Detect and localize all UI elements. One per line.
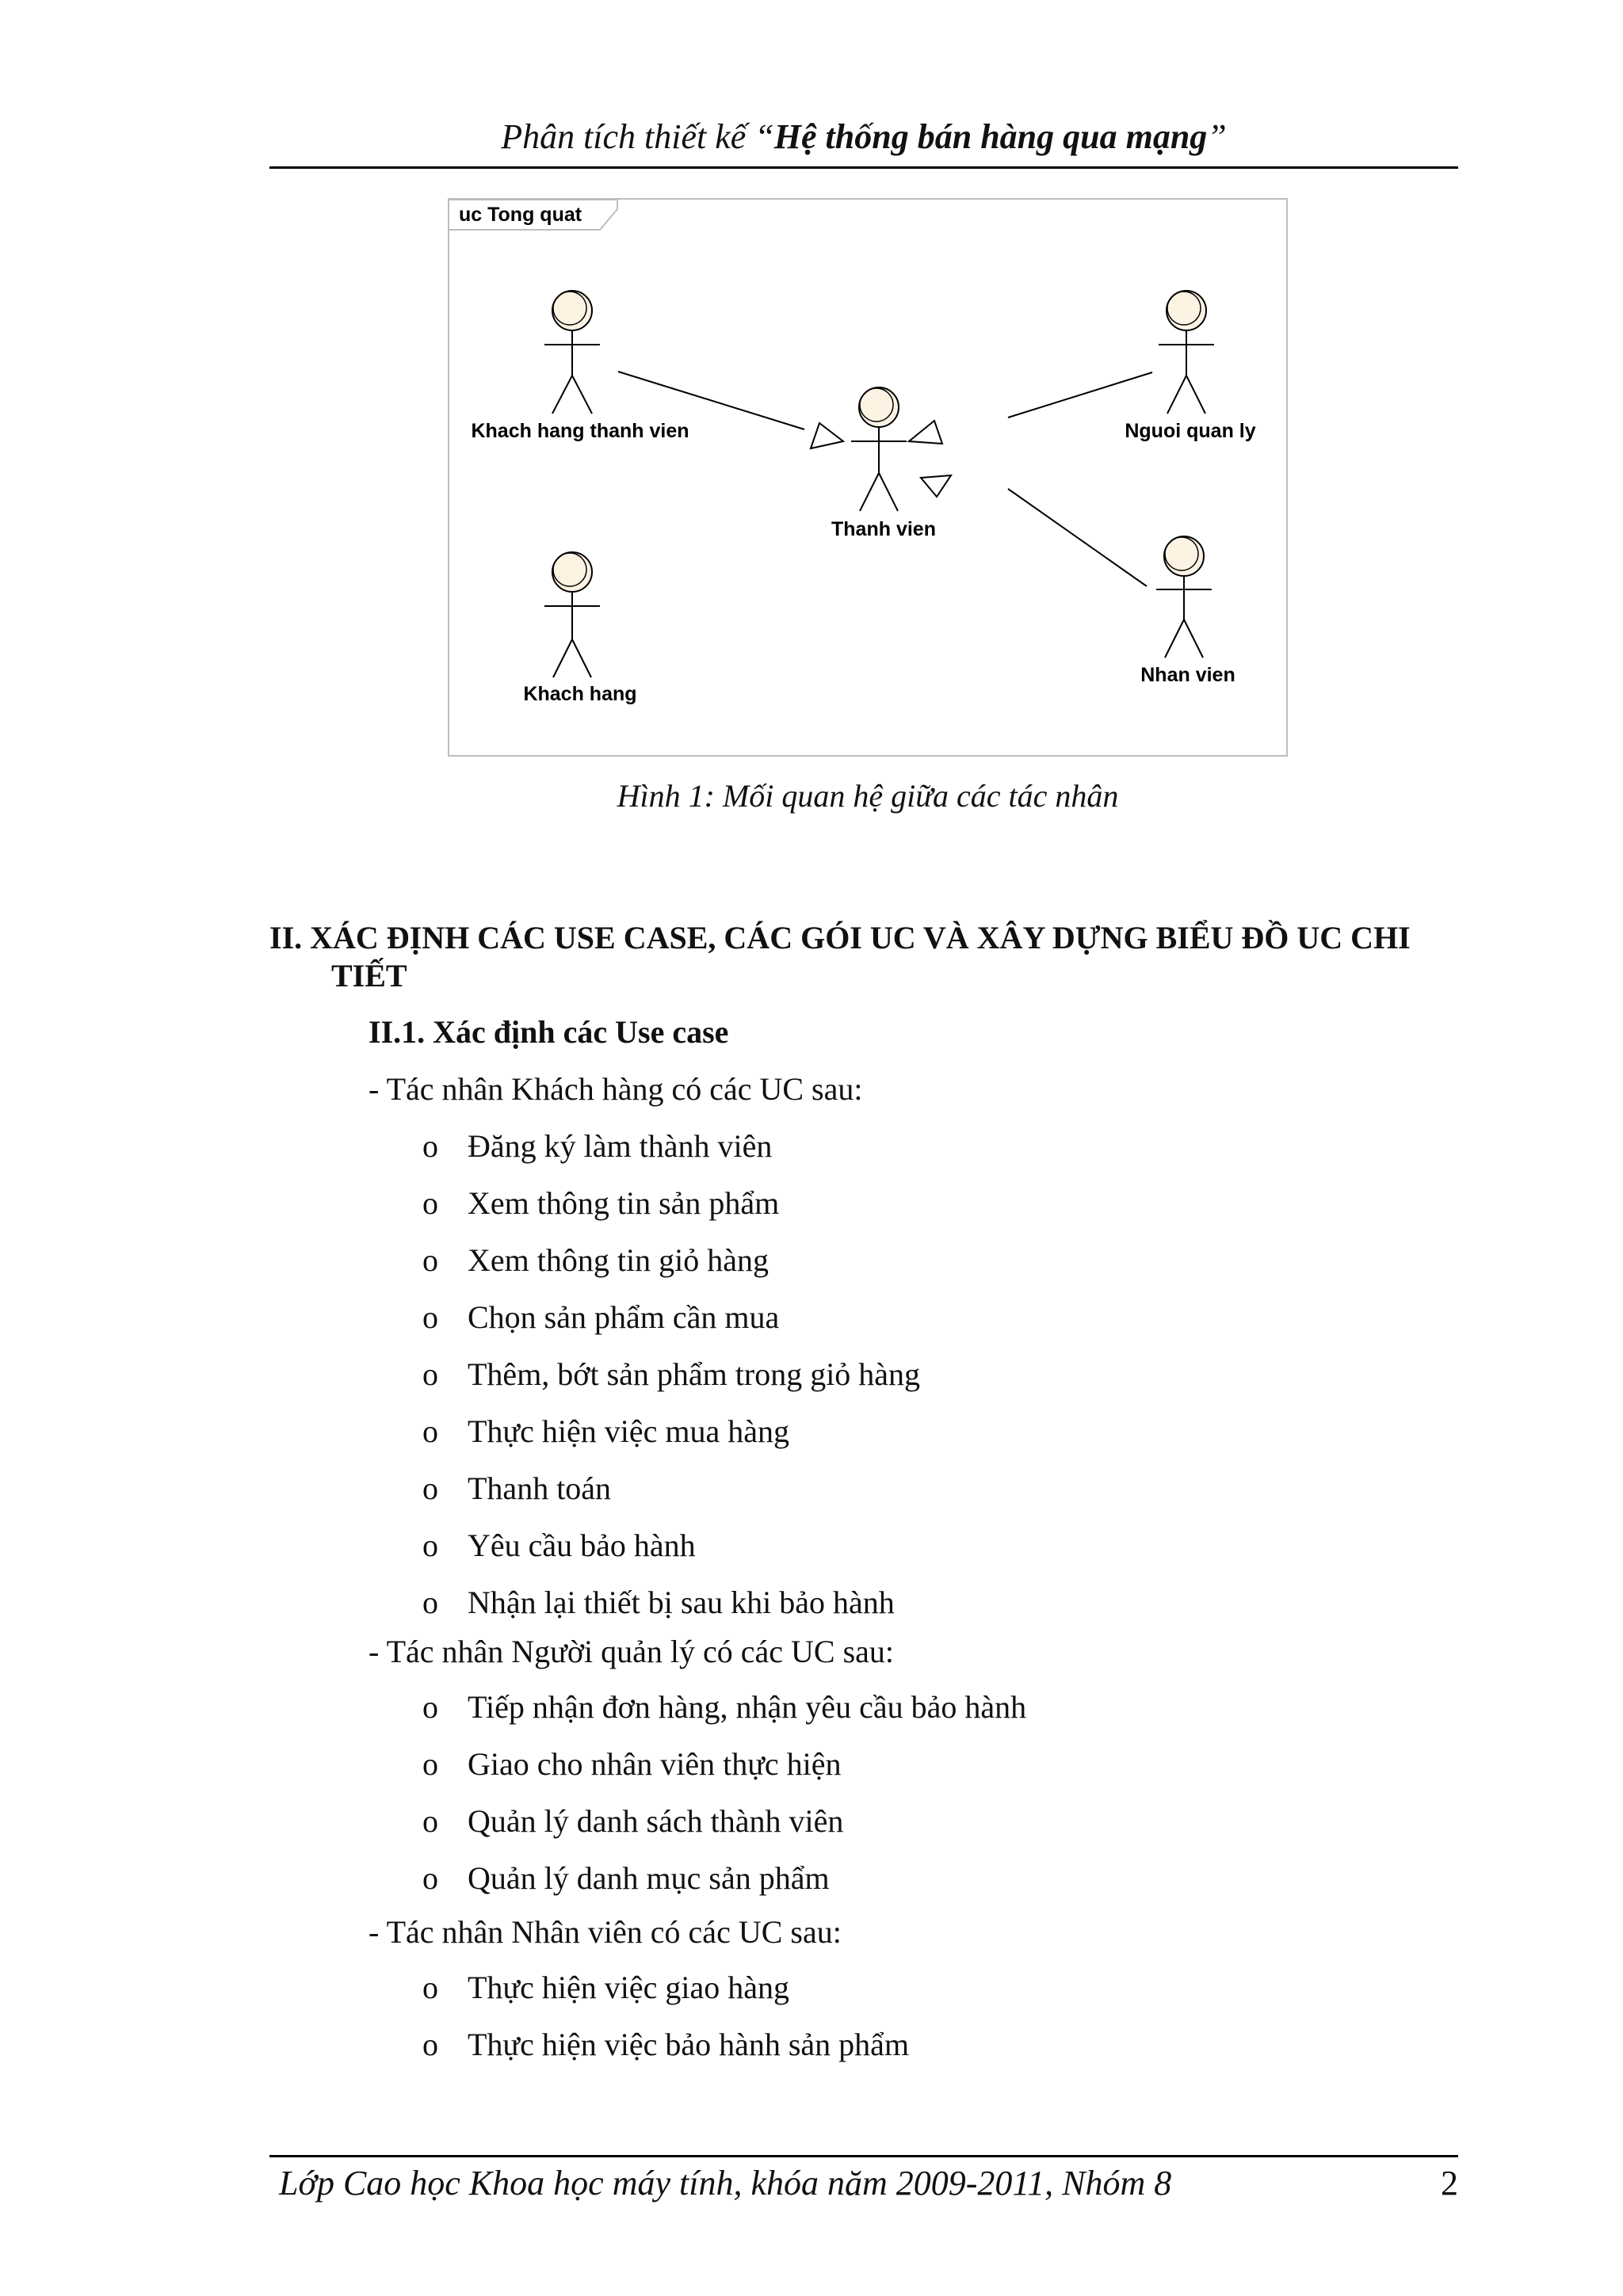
actor-leg-left	[552, 376, 572, 414]
actor-leg-left	[1167, 376, 1186, 414]
actor-figure	[1159, 291, 1214, 414]
gen-line-nguoiquanly	[1008, 372, 1152, 418]
uml-diagram-canvas	[449, 200, 1289, 758]
group-intro-nhan-vien: - Tác nhân Nhân viên có các UC sau:	[369, 1914, 842, 1950]
actor-leg-right	[1184, 620, 1203, 658]
bullet-icon: o	[422, 1413, 438, 1449]
arrowhead-nhanvien	[921, 475, 951, 497]
actor-leg-right	[1186, 376, 1205, 414]
list-item-text: Quản lý danh mục sản phẩm	[468, 1860, 830, 1896]
group-intro-nguoi-quan-ly: - Tác nhân Người quản lý có các UC sau:	[369, 1634, 895, 1669]
list-item-text: Yêu cầu bảo hành	[468, 1527, 696, 1563]
bullet-icon: o	[422, 1527, 438, 1563]
section-heading-line2: TIẾT	[331, 958, 407, 994]
list-item-text: Tiếp nhận đơn hàng, nhận yêu cầu bảo hành	[468, 1689, 1027, 1725]
actor-figure	[544, 552, 600, 677]
uml-diagram	[448, 198, 1288, 757]
bullet-icon: o	[422, 1585, 438, 1620]
header-rule	[269, 166, 1458, 169]
bullet-icon: o	[422, 1746, 438, 1782]
arrowhead-nguoiquanly	[909, 421, 942, 444]
actor-label: Khach hang thanh vien	[471, 420, 689, 442]
list-item-text: Xem thông tin sản phẩm	[468, 1185, 780, 1221]
bullet-icon: o	[422, 1128, 438, 1164]
bullet-icon: o	[422, 1299, 438, 1335]
arrowhead-khachhangtv	[811, 423, 843, 448]
actor-label: Thanh vien	[831, 518, 936, 540]
bullet-icon: o	[422, 1860, 438, 1896]
bullet-icon: o	[422, 1803, 438, 1839]
frame-label: uc Tong quat	[459, 204, 582, 226]
actor-figure	[544, 291, 600, 414]
bullet-icon: o	[422, 1356, 438, 1392]
actor-leg-left	[860, 473, 879, 511]
bullet-icon: o	[422, 1242, 438, 1278]
actor-nguoi-quan-ly	[1125, 291, 1255, 442]
list-item-text: Chọn sản phẩm cần mua	[468, 1299, 780, 1335]
actor-khach-hang-thanh-vien	[471, 291, 689, 442]
header-prefix: Phân tích thiết kế “	[501, 117, 774, 156]
list-item-text: Xem thông tin giỏ hàng	[468, 1242, 769, 1278]
actor-leg-right	[572, 376, 592, 414]
footer-text: Lớp Cao học Khoa học máy tính, khóa năm 2009-2011, Nhóm 8	[279, 2164, 1172, 2203]
actor-nhan-vien	[1140, 536, 1235, 686]
actor-label: Nguoi quan ly	[1125, 420, 1256, 442]
bullet-icon: o	[422, 1970, 438, 2005]
actor-label: Khach hang	[523, 683, 637, 705]
figure-caption: Hình 1: Mối quan hệ giữa các tác nhân	[617, 778, 1119, 814]
header-suffix: ”	[1207, 117, 1227, 156]
list-item-text: Quản lý danh sách thành viên	[468, 1803, 844, 1839]
list-item-text: Thực hiện việc giao hàng	[468, 1970, 789, 2005]
group-intro-khach-hang: - Tác nhân Khách hàng có các UC sau:	[369, 1071, 863, 1107]
bullet-icon: o	[422, 1470, 438, 1506]
list-item-text: Giao cho nhân viên thực hiện	[468, 1746, 842, 1782]
header-title-bold: Hệ thống bán hàng qua mạng	[773, 117, 1208, 156]
page-number: 2	[1441, 2164, 1458, 2203]
actor-leg-right	[879, 473, 898, 511]
subsection-heading: II.1. Xác định các Use case	[369, 1014, 729, 1050]
actor-leg-left	[1165, 620, 1184, 658]
list-item-text: Thực hiện việc mua hàng	[468, 1413, 789, 1449]
list-item-text: Đăng ký làm thành viên	[468, 1128, 773, 1164]
actor-khach-hang	[523, 552, 636, 705]
actor-figure	[851, 387, 907, 511]
page-header	[269, 109, 1458, 165]
list-item-text: Nhận lại thiết bị sau khi bảo hành	[468, 1585, 895, 1620]
actor-figure	[1156, 536, 1212, 658]
generalization-arrowheads	[811, 421, 951, 497]
actor-leg-left	[553, 639, 572, 677]
footer-rule	[269, 2155, 1458, 2157]
actor-label: Nhan vien	[1140, 664, 1235, 686]
bullet-icon: o	[422, 1185, 438, 1221]
bullet-icon: o	[422, 2027, 438, 2062]
list-item-text: Thanh toán	[468, 1470, 612, 1506]
gen-line-nhanvien	[1008, 489, 1147, 586]
actor-thanh-vien	[831, 387, 936, 540]
section-heading	[269, 919, 1466, 995]
header-title	[269, 109, 1458, 165]
list-item-text: Thêm, bớt sản phẩm trong giỏ hàng	[468, 1356, 921, 1392]
section-heading-line1: II. XÁC ĐỊNH CÁC USE CASE, CÁC GÓI UC VÀ XÂY DỰNG BIỂU ĐỒ UC CHI	[269, 920, 1411, 955]
list-item-text: Thực hiện việc bảo hành sản phẩm	[468, 2027, 910, 2062]
actor-leg-right	[572, 639, 591, 677]
bullet-icon: o	[422, 1689, 438, 1725]
